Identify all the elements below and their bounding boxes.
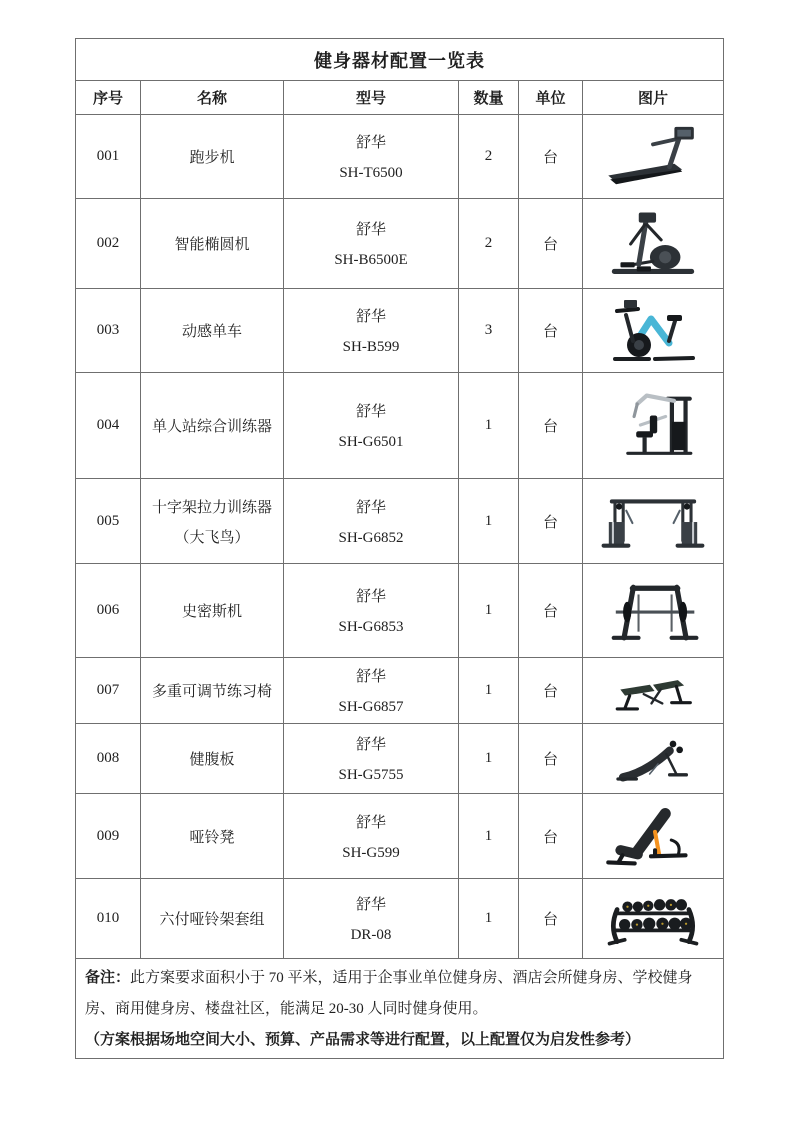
page-title: 健身器材配置一览表 bbox=[76, 39, 724, 81]
row-model bbox=[284, 479, 459, 564]
brand-name: 舒华 bbox=[355, 222, 386, 238]
equipment-name: 单人站综合训练器 bbox=[151, 419, 272, 435]
row-serial: 006 bbox=[76, 564, 141, 658]
notes-remark: （方案根据场地空间大小、预算、产品需求等进行配置，以上配置仅为启发性参考） bbox=[85, 1032, 641, 1048]
row-serial: 001 bbox=[76, 115, 141, 199]
row-qty: 2 bbox=[459, 115, 519, 199]
table-row bbox=[76, 199, 724, 289]
row-name bbox=[141, 564, 284, 658]
row-qty: 1 bbox=[459, 724, 519, 794]
row-model bbox=[284, 199, 459, 289]
notes-label: 备注： bbox=[85, 970, 131, 986]
model-number: SH-B6500E bbox=[334, 252, 408, 268]
row-model bbox=[284, 373, 459, 479]
adjustable-bench-image bbox=[593, 663, 713, 719]
row-qty: 1 bbox=[459, 658, 519, 724]
row-name bbox=[141, 115, 284, 199]
col-header-model: 型号 bbox=[284, 81, 459, 115]
table-row bbox=[76, 879, 724, 959]
table-row bbox=[76, 564, 724, 658]
brand-name: 舒华 bbox=[355, 135, 386, 151]
row-unit: 台 bbox=[519, 879, 583, 959]
row-serial: 003 bbox=[76, 289, 141, 373]
row-model bbox=[284, 658, 459, 724]
row-image-cell bbox=[583, 658, 724, 724]
model-number: SH-G6853 bbox=[338, 619, 404, 635]
row-name bbox=[141, 373, 284, 479]
table-row bbox=[76, 289, 724, 373]
row-unit: 台 bbox=[519, 564, 583, 658]
row-model bbox=[284, 115, 459, 199]
row-serial: 010 bbox=[76, 879, 141, 959]
row-serial: 005 bbox=[76, 479, 141, 564]
equipment-name: 智能椭圆机 bbox=[174, 237, 250, 253]
document-page bbox=[75, 38, 724, 1059]
model-number: DR-08 bbox=[350, 927, 392, 943]
model-number: SH-G6501 bbox=[338, 434, 404, 450]
model-number: SH-G5755 bbox=[338, 767, 404, 783]
row-model bbox=[284, 289, 459, 373]
title-row bbox=[76, 39, 724, 81]
col-header-unit: 单位 bbox=[519, 81, 583, 115]
row-image-cell bbox=[583, 373, 724, 479]
col-header-serial: 序号 bbox=[76, 81, 141, 115]
brand-name: 舒华 bbox=[355, 499, 386, 516]
table-row bbox=[76, 724, 724, 794]
row-model bbox=[284, 879, 459, 959]
notes-body: 此方案要求面积小于 70 平米，适用于企事业单位健身房、酒店会所健身房、学校健身房、商用健身房、楼盘社区，能满足 20-30 人同时健身使用。 bbox=[85, 970, 693, 1017]
model-number: SH-B599 bbox=[342, 339, 400, 355]
equipment-name: 哑铃凳 bbox=[189, 829, 235, 846]
row-unit: 台 bbox=[519, 115, 583, 199]
row-image-cell bbox=[583, 879, 724, 959]
equipment-name: 跑步机 bbox=[189, 150, 235, 166]
notes-row bbox=[76, 959, 724, 1059]
equipment-name: 六付哑铃架套组 bbox=[159, 912, 265, 928]
equipment-name: 多重可调节练习椅 bbox=[151, 684, 272, 700]
row-name bbox=[141, 479, 284, 564]
cable-crossover-image bbox=[591, 484, 715, 558]
equipment-name: 十字架拉力训练器 bbox=[151, 499, 272, 516]
col-header-qty: 数量 bbox=[459, 81, 519, 115]
row-name bbox=[141, 794, 284, 879]
row-name bbox=[141, 724, 284, 794]
row-model bbox=[284, 794, 459, 879]
row-name bbox=[141, 879, 284, 959]
brand-name: 舒华 bbox=[355, 814, 386, 831]
table-row bbox=[76, 115, 724, 199]
row-qty: 1 bbox=[459, 794, 519, 879]
brand-name: 舒华 bbox=[355, 404, 386, 420]
row-serial: 002 bbox=[76, 199, 141, 289]
row-model bbox=[284, 564, 459, 658]
equipment-name: 史密斯机 bbox=[181, 604, 242, 620]
table-row bbox=[76, 373, 724, 479]
model-number: SH-G6852 bbox=[338, 529, 404, 546]
row-image-cell bbox=[583, 794, 724, 879]
row-serial: 009 bbox=[76, 794, 141, 879]
treadmill-image bbox=[592, 122, 714, 192]
equipment-table bbox=[75, 38, 724, 1059]
row-image-cell bbox=[583, 199, 724, 289]
row-unit: 台 bbox=[519, 373, 583, 479]
row-image-cell bbox=[583, 115, 724, 199]
row-unit: 台 bbox=[519, 289, 583, 373]
row-unit: 台 bbox=[519, 199, 583, 289]
row-name bbox=[141, 289, 284, 373]
row-image-cell bbox=[583, 564, 724, 658]
model-number: SH-G599 bbox=[342, 844, 400, 861]
row-name bbox=[141, 199, 284, 289]
spin-bike-image bbox=[592, 295, 714, 367]
model-number: SH-G6857 bbox=[338, 699, 404, 715]
row-serial: 004 bbox=[76, 373, 141, 479]
row-image-cell bbox=[583, 479, 724, 564]
notes-paragraph bbox=[85, 963, 714, 1025]
dumbbell-bench-image bbox=[592, 799, 714, 873]
smith-machine-image bbox=[591, 570, 715, 652]
row-qty: 1 bbox=[459, 479, 519, 564]
header-row bbox=[76, 81, 724, 115]
row-unit: 台 bbox=[519, 794, 583, 879]
multi-gym-image bbox=[590, 379, 716, 473]
row-image-cell bbox=[583, 289, 724, 373]
table-row bbox=[76, 794, 724, 879]
equipment-name-line2: （大飞鸟） bbox=[174, 529, 250, 546]
equipment-name: 健腹板 bbox=[189, 752, 235, 768]
equipment-name: 动感单车 bbox=[181, 324, 242, 340]
table-row bbox=[76, 658, 724, 724]
col-header-image: 图片 bbox=[583, 81, 724, 115]
row-model bbox=[284, 724, 459, 794]
col-header-name: 名称 bbox=[141, 81, 284, 115]
row-image-cell bbox=[583, 724, 724, 794]
row-qty: 1 bbox=[459, 564, 519, 658]
row-unit: 台 bbox=[519, 479, 583, 564]
elliptical-image bbox=[592, 206, 714, 282]
row-qty: 2 bbox=[459, 199, 519, 289]
ab-board-image bbox=[593, 729, 713, 789]
brand-name: 舒华 bbox=[355, 309, 386, 325]
row-serial: 007 bbox=[76, 658, 141, 724]
brand-name: 舒华 bbox=[355, 737, 386, 753]
brand-name: 舒华 bbox=[355, 897, 386, 913]
brand-name: 舒华 bbox=[355, 669, 386, 685]
brand-name: 舒华 bbox=[355, 589, 386, 605]
table-row bbox=[76, 479, 724, 564]
row-unit: 台 bbox=[519, 724, 583, 794]
notes-cell bbox=[76, 959, 724, 1059]
dumbbell-rack-image bbox=[591, 885, 715, 953]
row-serial: 008 bbox=[76, 724, 141, 794]
row-qty: 1 bbox=[459, 373, 519, 479]
row-unit: 台 bbox=[519, 658, 583, 724]
row-qty: 1 bbox=[459, 879, 519, 959]
model-number: SH-T6500 bbox=[339, 165, 403, 181]
row-name bbox=[141, 658, 284, 724]
row-qty: 3 bbox=[459, 289, 519, 373]
